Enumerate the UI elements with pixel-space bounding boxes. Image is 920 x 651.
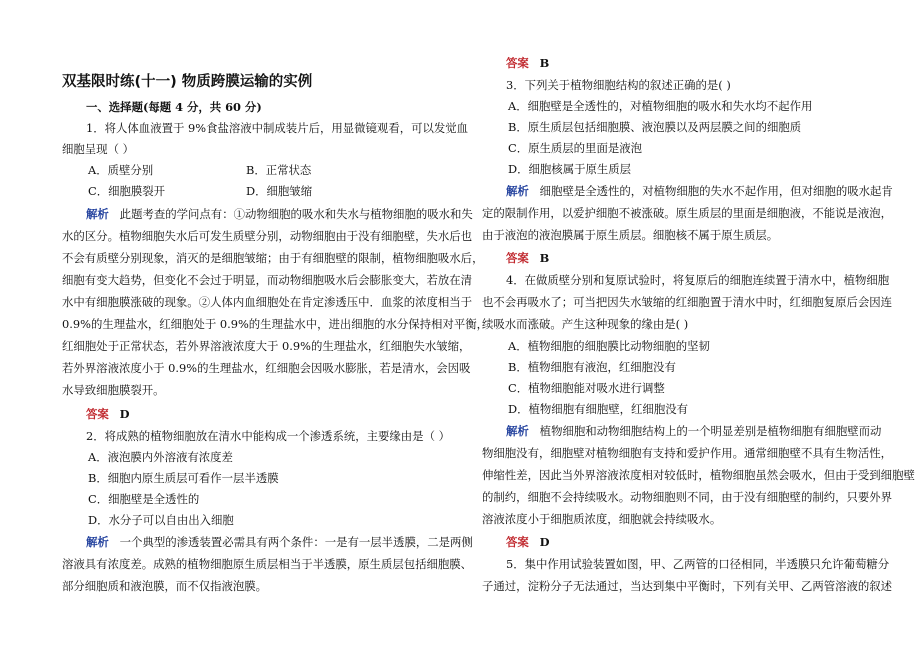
q1-option-a: A．质壁分别 xyxy=(88,163,154,177)
q1-analysis-line: 水导致细胞膜裂开。 xyxy=(62,383,165,397)
q4-stem-line: 4．在做质壁分别和复原试验时，将复原后的细胞连续置于清水中，植物细胞 xyxy=(506,273,890,287)
q4-option-c: C．植物细胞能对吸水进行调整 xyxy=(508,381,665,395)
page-title: 双基限时练(十一) 物质跨膜运输的实例 xyxy=(62,74,313,90)
q2-option-d: D．水分子可以自由出入细胞 xyxy=(88,513,234,527)
q4-stem-line: 续吸水而涨破。产生这种现象的缘由是( ) xyxy=(482,317,689,331)
q3-analysis-text: 细胞壁是全透性的，对植物细胞的失水不起作用，但对细胞的吸水起肯 xyxy=(539,184,893,198)
q1-option-d: D．细胞皱缩 xyxy=(246,184,313,198)
q2-option-b: B．细胞内原生质层可看作一层半透膜 xyxy=(88,471,279,485)
q1-analysis-line: 0.9%的生理盐水，红细胞处于 0.9%的生理盐水中，进出细胞的水分保持相对平衡， xyxy=(62,317,488,331)
analysis-label: 解析 xyxy=(506,184,529,198)
q4-analysis-line: 伸缩性差，因此当外界溶液浓度相对较低时，植物细胞虽然会吸水，但由于受到细胞壁 xyxy=(482,468,915,482)
q2-analysis-line xyxy=(62,535,473,549)
q1-analysis-line: 不会有质壁分别现象，消灭的是细胞皱缩；由于有细胞壁的限制，植物细胞吸水后， xyxy=(62,251,484,265)
q5-stem-line: 子通过，淀粉分子无法通过，当达到集中平衡时，下列有关甲、乙两管溶液的叙述 xyxy=(482,579,893,593)
q4-stem-line: 也不会再吸水了；可当把因失水皱缩的红细胞置于清水中时，红细胞复原后会因连 xyxy=(482,295,893,309)
q1-option-b: B．正常状态 xyxy=(246,163,312,177)
q4-analysis-line: 溶液浓度小于细胞质浓度，细胞就会持续吸水。 xyxy=(482,512,722,526)
analysis-label: 解析 xyxy=(86,535,109,549)
q1-analysis-line: 红细胞处于正常状态，若外界溶液浓度大于 0.9%的生理盐水，红细胞失水皱缩， xyxy=(62,339,471,353)
q2-option-a: A．液泡膜内外溶液有浓度差 xyxy=(88,450,233,464)
q1-options-row-1 xyxy=(62,163,450,177)
q1-analysis-line: 水中有细胞膜涨破的现象。②人体内血细胞处在肯定渗透压中．血浆的浓度相当于 xyxy=(62,295,473,309)
answer-label: 答案 xyxy=(86,407,109,421)
answer-label: 答案 xyxy=(506,56,529,70)
q1-analysis-line: 细胞有变大趋势，但变化不会过于明显，而动物细胞吸水后会膨胀变大，若放在清 xyxy=(62,273,473,287)
q3-option-a: A．细胞壁是全透性的，对植物细胞的吸水和失水均不起作用 xyxy=(508,99,813,113)
q1-stem-line: 1．将人体血液置于 9%食盐溶液中制成装片后，用显微镜观看，可以发觉血 xyxy=(86,121,469,135)
q4-option-b: B．植物细胞有液泡，红细胞没有 xyxy=(508,360,676,374)
q4-analysis-line: 的制约，细胞不会持续吸水。动物细胞则不同，由于没有细胞壁的制约，只要外界 xyxy=(482,490,893,504)
q4-answer-value: D xyxy=(539,535,550,549)
q3-option-b: B．原生质层包括细胞膜、液泡膜以及两层膜之间的细胞质 xyxy=(508,120,802,134)
q3-analysis-line: 定的限制作用，以爱护细胞不被涨破。原生质层的里面是细胞液，不能说是液泡， xyxy=(482,206,893,220)
q1-analysis-line: 水的区分。植物细胞失水后可发生质壁分别，动物细胞由于没有细胞壁，失水后也 xyxy=(62,229,473,243)
q1-analysis-text: 此题考查的学问点有：①动物细胞的吸水和失水与植物细胞的吸水和失 xyxy=(119,207,473,221)
q1-options-row-2 xyxy=(62,184,450,198)
q3-stem-line: 3．下列关于植物细胞结构的叙述正确的是( ) xyxy=(506,78,731,92)
q2-analysis-line: 部分细胞质和液泡膜，而不仅指液泡膜。 xyxy=(62,579,268,593)
q4-analysis-text: 植物细胞和动物细胞结构上的一个明显差别是植物细胞有细胞壁而动 xyxy=(539,424,882,438)
answer-label: 答案 xyxy=(506,251,529,265)
q2-answer-value: B xyxy=(539,56,550,70)
q2-stem-line: 2．将成熟的植物细胞放在清水中能构成一个渗透系统，主要缘由是（ ） xyxy=(86,429,450,443)
q3-answer-value: B xyxy=(539,251,550,265)
q1-answer-line xyxy=(62,407,450,421)
q2-option-c: C．细胞壁是全透性的 xyxy=(88,492,200,506)
q4-answer-line xyxy=(482,535,878,549)
section-heading: 一、选择题(每题 4 分，共 60 分) xyxy=(86,100,262,114)
q4-option-a: A．植物细胞的细胞膜比动物细胞的坚韧 xyxy=(508,339,710,353)
q3-answer-line xyxy=(482,251,878,265)
q3-option-c: C．原生质层的里面是液泡 xyxy=(508,141,643,155)
q1-stem-line: 细胞呈现（ ） xyxy=(62,142,134,156)
answer-label: 答案 xyxy=(506,535,529,549)
q3-analysis-line xyxy=(482,184,893,198)
analysis-label: 解析 xyxy=(86,207,109,221)
q3-analysis-line: 由于液泡的液泡膜属于原生质层。细胞核不属于原生质层。 xyxy=(482,228,779,242)
q3-option-d: D．细胞核属于原生质层 xyxy=(508,162,632,176)
q4-analysis-line: 物细胞没有，细胞壁对植物细胞有支持和爱护作用。通常细胞壁不具有生物活性， xyxy=(482,446,893,460)
q2-analysis-text: 一个典型的渗透装置必需具有两个条件：一是有一层半透膜，二是两侧 xyxy=(119,535,473,549)
q2-analysis-line: 溶液具有浓度差。成熟的植物细胞原生质层相当于半透膜，原生质层包括细胞膜、 xyxy=(62,557,473,571)
q5-stem-line: 5．集中作用试验装置如图，甲、乙两管的口径相同，半透膜只允许葡萄糖分 xyxy=(506,557,890,571)
q1-analysis-line: 若外界溶液浓度小于 0.9%的生理盐水，红细胞会因吸水膨胀，若是清水，会因吸 xyxy=(62,361,471,375)
q1-option-c: C．细胞膜裂开 xyxy=(88,184,166,198)
q4-analysis-line xyxy=(482,424,882,438)
q1-analysis-line xyxy=(62,207,473,221)
analysis-label: 解析 xyxy=(506,424,529,438)
q1-answer-value: D xyxy=(119,407,130,421)
q4-option-d: D．植物细胞有细胞壁，红细胞没有 xyxy=(508,402,688,416)
q2-answer-line xyxy=(482,56,878,70)
